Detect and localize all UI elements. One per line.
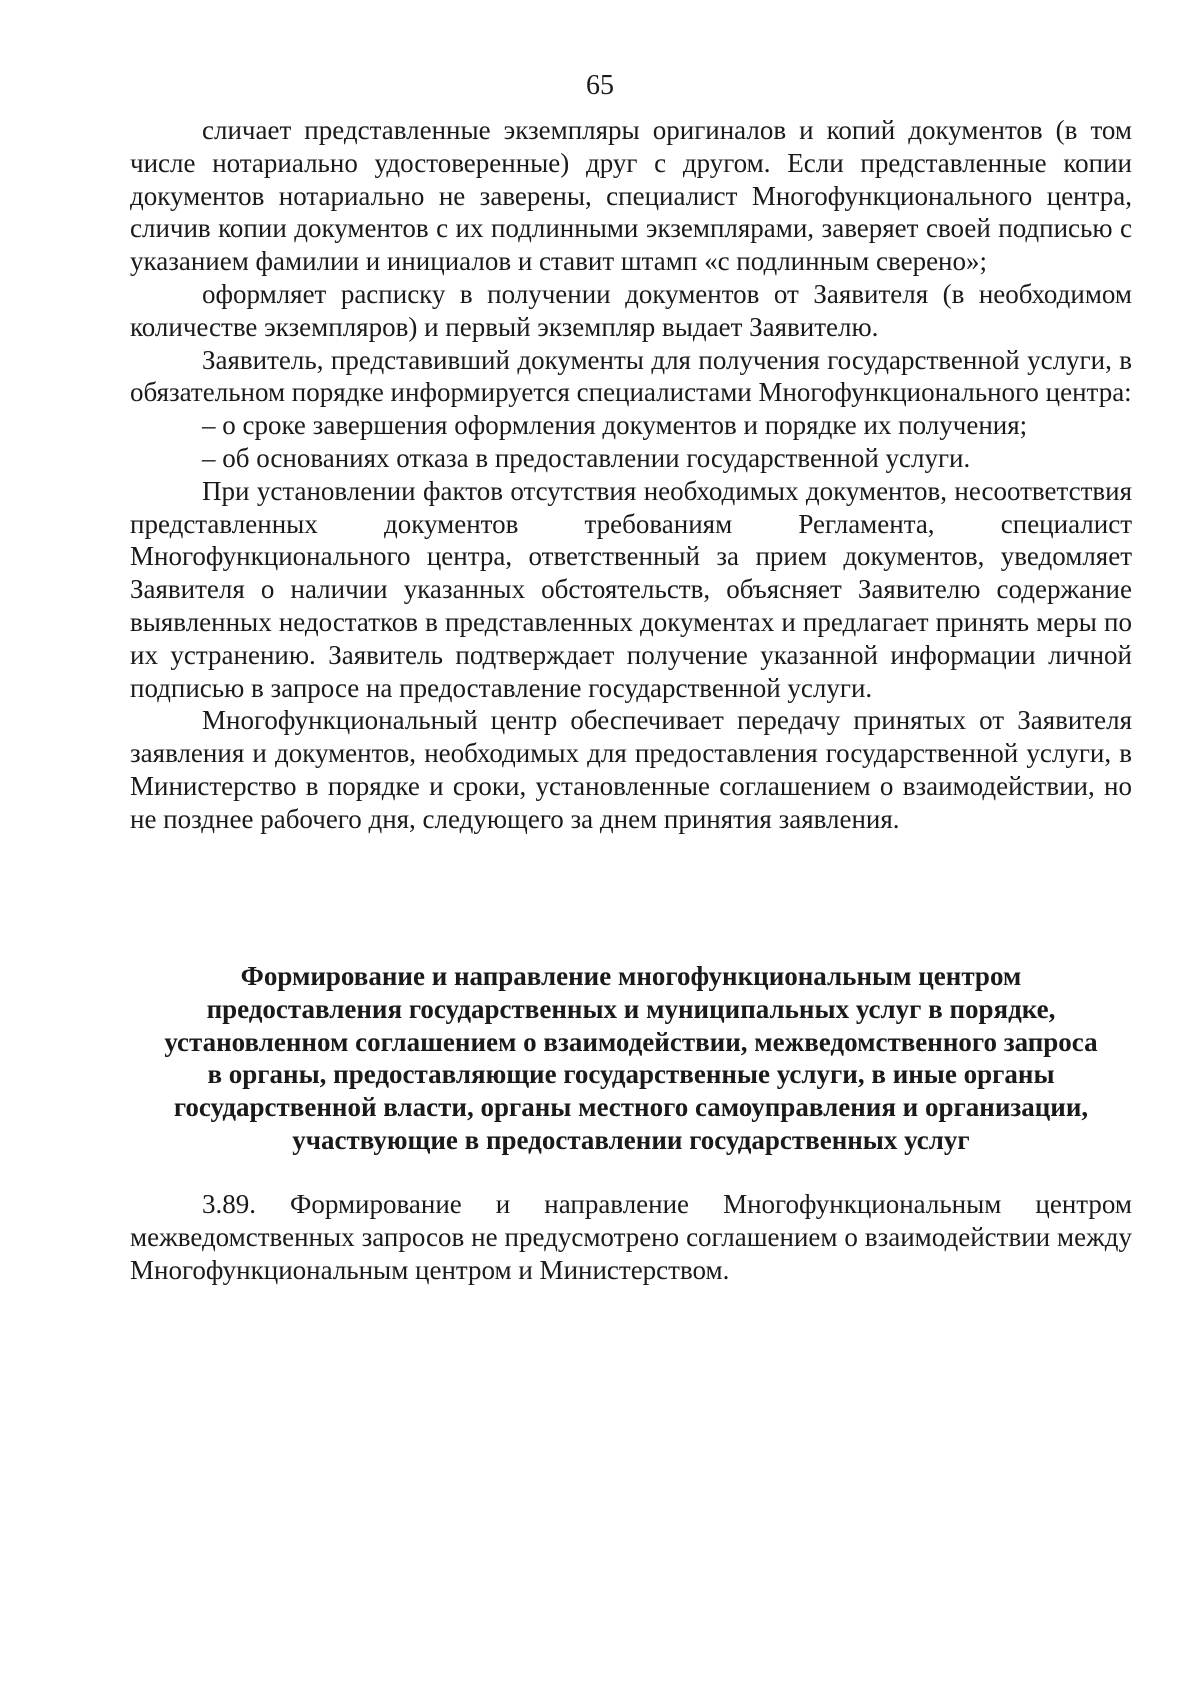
paragraph-applicant-informed: Заявитель, представивший документы для получения государственной услуги, в обязательном порядке информируется специалистами Многофункционального центра: xyxy=(130,344,1132,408)
list-item-deadline: – о сроке завершения оформления документов и порядке их получения; xyxy=(202,410,1028,441)
paragraph-missing-documents: При установлении фактов отсутствия необходимых документов, несоответствия представленных документов требованиям Регламента, специалист Многофункционального центра, ответственный за прием документов, уведомляет Заявителя о наличии указанных обстоятельств, объясняет Заявителю содержание выявленных недостатков в представленных документах и предлагает принять меры по их устранению. Заявитель подтверждает получение указанной информации личной подписью в запросе на предоставление государственной услуги. xyxy=(130,475,1132,703)
section-heading-line: государственной власти, органы местного самоуправления и организации, xyxy=(173,1092,1089,1123)
section-heading-line: предоставления государственных и муниципальных услуг в порядке, xyxy=(206,993,1056,1024)
paragraph-transfer: Многофункциональный центр обеспечивает передачу принятых от Заявителя заявления и документов, необходимых для предоставления государственной услуги, в Министерство в порядке и сроки, установленные соглашением о взаимодействии, но не позднее рабочего дня, следующего за днем принятия заявления. xyxy=(130,705,1132,834)
paragraph-3-89: 3.89. Формирование и направление Многофункциональным центром межведомственных запросов не предусмотрено соглашением о взаимодействии между Многофункциональным центром и Министерством. xyxy=(130,1189,1132,1285)
section-heading-line: участвующие в предоставлении государственных услуг xyxy=(292,1124,970,1155)
page-number: 65 xyxy=(586,70,614,101)
section-heading-line: Формирование и направление многофункциональным центром xyxy=(240,961,1022,991)
paragraph-receipt: оформляет расписку в получении документов от Заявителя (в необходимом количестве экземпляров) и первый экземпляр выдает Заявителю. xyxy=(130,278,1132,342)
body-text xyxy=(130,114,1132,836)
paragraph-certification: сличает представленные экземпляры оригиналов и копий документов (в том числе нотариально удостоверенные) друг с другом. Если представленные копии документов нотариально не заверены, специалист Многофункционального центра, сличив копии документов с их подлинными экземплярами, заверяет своей подписью с указанием фамилии и инициалов и ставит штамп «с подлинным сверено»; xyxy=(130,115,1132,277)
list-item-refusal-grounds: – об основаниях отказа в предоставлении государственной услуги. xyxy=(202,442,971,473)
section-heading xyxy=(130,960,1132,1157)
section-heading-line: в органы, предоставляющие государственные услуги, в иные органы xyxy=(207,1059,1055,1090)
section-heading-line: установленном соглашением о взаимодействии, межведомственного запроса xyxy=(164,1026,1098,1057)
section-body xyxy=(130,1188,1132,1286)
